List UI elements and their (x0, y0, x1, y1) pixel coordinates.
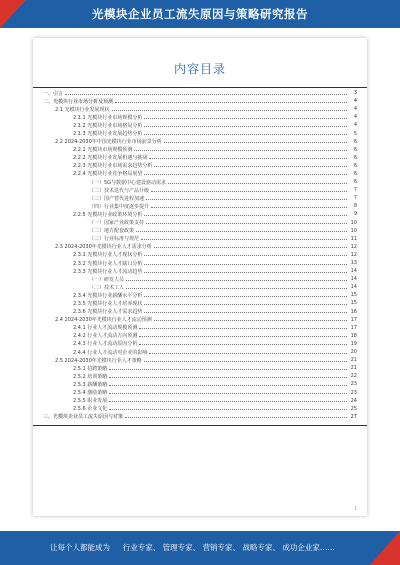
toc-entry-page: 6 (353, 170, 357, 177)
toc-leader-dots (149, 349, 347, 354)
toc-entry-page: 14 (350, 268, 357, 275)
toc-entry-label: 一、引言 (43, 90, 64, 97)
toc-entry-page: 18 (350, 332, 357, 339)
toc-leader-dots (144, 114, 347, 119)
toc-entry-label: 2.5.3 薪酬策略 (73, 381, 108, 388)
toc-entry[interactable] (43, 388, 357, 396)
toc-entry-label: 2.2.2 光模块行业发展机遇与挑战 (73, 155, 148, 162)
toc-leader-dots (139, 332, 347, 337)
toc-leader-dots (146, 195, 347, 200)
toc-entry-page: 3 (353, 90, 357, 97)
footer-item: 行业专家 (122, 543, 153, 552)
toc-entry[interactable] (43, 356, 357, 364)
toc-leader-dots (151, 203, 347, 208)
toc-entry-page: 6 (353, 162, 357, 169)
table-of-contents (43, 89, 357, 421)
toc-leader-dots (154, 243, 347, 248)
toc-leader-dots (154, 316, 347, 321)
toc-entry[interactable] (43, 267, 357, 275)
toc-entry-page: 5 (353, 130, 357, 137)
toc-entry[interactable] (43, 219, 357, 227)
toc-entry[interactable] (43, 405, 357, 413)
toc-leader-dots (144, 300, 347, 305)
toc-entry[interactable] (43, 227, 357, 235)
toc-entry[interactable] (43, 235, 357, 243)
toc-entry[interactable] (43, 186, 357, 194)
toc-entry-page: 6 (353, 179, 357, 186)
toc-entry[interactable] (43, 243, 357, 251)
toc-entry[interactable] (43, 413, 357, 421)
toc-entry[interactable] (43, 97, 357, 105)
toc-entry[interactable] (43, 210, 357, 218)
toc-leader-dots (146, 219, 347, 224)
toc-entry[interactable] (43, 283, 357, 291)
toc-leader-dots (126, 276, 347, 281)
toc-entry-label: 三、光模块企业员工流失原因与对策 (43, 414, 124, 421)
toc-entry-page: 23 (350, 389, 357, 396)
toc-entry[interactable] (43, 397, 357, 405)
toc-entry-label: 2.5.6 企业文化 (73, 406, 108, 413)
toc-entry[interactable] (43, 154, 357, 162)
toc-entry-page: 6 (353, 146, 357, 153)
toc-entry-page: 4 (353, 106, 357, 113)
toc-entry-page: 4 (353, 98, 357, 105)
toc-entry-page: 10 (350, 227, 357, 234)
toc-entry-page: 15 (350, 292, 357, 299)
toc-entry-label: 2.5.5 职业发展 (73, 398, 108, 405)
toc-entry[interactable] (43, 291, 357, 299)
toc-entry-page: 17 (350, 316, 357, 323)
toc-entry-label: 2.4.3 行业人才流动原因分析 (73, 341, 138, 348)
toc-leader-dots (144, 170, 347, 175)
toc-entry[interactable] (43, 308, 357, 316)
toc-entry-label: 2.2.5 光模块行业政策环境分析 (73, 211, 143, 218)
toc-leader-dots (144, 130, 347, 135)
toc-entry-label: 2.4.1 行业人才流动规模预测 (73, 325, 138, 332)
toc-entry-label: （二）地方配套政策 (89, 228, 135, 235)
toc-entry-label: （三）行业标准与规范 (89, 236, 140, 243)
toc-leader-dots (112, 106, 347, 111)
toc-leader-dots (136, 227, 347, 232)
toc-entry-label: 2.3.1 光模块行业人才现状分析 (73, 252, 143, 259)
toc-leader-dots (139, 340, 347, 345)
toc-entry-page: 22 (350, 373, 357, 380)
toc-entry-page: 15 (350, 300, 357, 307)
toc-entry-label: 2.3.6 光模块行业人才需求趋势 (73, 309, 143, 316)
toc-entry-label: 2.4 2024-2030年光模块行业人才流动预测 (55, 317, 152, 324)
toc-entry-label: 2.5.2 培训策略 (73, 373, 108, 380)
footer-accent-wedge (370, 531, 400, 565)
toc-entry-label: （一）国家产业政策支持 (89, 220, 145, 227)
toc-leader-dots (109, 389, 347, 394)
toc-entry-page: 11 (350, 235, 357, 242)
toc-leader-dots (164, 138, 347, 143)
toc-top-rule (33, 87, 367, 88)
toc-entry-page: 14 (350, 284, 357, 291)
footer-item: 营销专家 (202, 543, 233, 552)
toc-leader-dots (144, 268, 347, 273)
toc-entry[interactable] (43, 380, 357, 388)
toc-entry-label: （一）5G与数据中心建设驱动需求 (89, 179, 167, 186)
toc-entry-label: 2.5.1 招聘策略 (73, 365, 108, 372)
toc-leader-dots (109, 365, 347, 370)
toc-entry[interactable] (43, 316, 357, 324)
toc-entry-label: 2.1 光模块行业发展现状 (55, 106, 110, 113)
toc-leader-dots (144, 251, 347, 256)
footer-banner (0, 531, 400, 565)
toc-entry-label: （一）研发人员 (89, 276, 125, 283)
toc-entry-page: 8 (353, 203, 357, 210)
toc-entry-page: 12 (350, 251, 357, 258)
toc-entry[interactable] (43, 194, 357, 202)
toc-leader-dots (144, 357, 347, 362)
toc-entry-page: 6 (353, 138, 357, 145)
toc-entry-label: 2.4.2 行业人才流动方向预测 (73, 333, 138, 340)
toc-entry[interactable] (43, 275, 357, 283)
toc-leader-dots (144, 292, 347, 297)
toc-entry[interactable] (43, 89, 357, 97)
toc-leader-dots (126, 284, 347, 289)
toc-entry[interactable] (43, 178, 357, 186)
toc-leader-dots (109, 381, 347, 386)
toc-entry-page: 24 (350, 397, 357, 404)
toc-entry[interactable] (43, 259, 357, 267)
toc-entry-page: 20 (350, 349, 357, 356)
toc-leader-dots (141, 235, 347, 240)
toc-leader-dots (144, 260, 347, 265)
document-page (33, 38, 367, 516)
toc-entry-label: （二）技术迭代与产品升级 (89, 187, 150, 194)
toc-entry[interactable] (43, 162, 357, 170)
toc-entry-page: 7 (353, 195, 357, 202)
footer-item: 战略专家 (242, 543, 273, 552)
toc-entry[interactable] (43, 340, 357, 348)
toc-entry-page: 13 (350, 260, 357, 267)
header-banner (0, 0, 400, 28)
toc-leader-dots (144, 122, 347, 127)
toc-entry-label: 2.3.3 光模块行业人才流动趋势 (73, 268, 143, 275)
toc-leader-dots (65, 90, 347, 95)
toc-entry-page: 25 (350, 405, 357, 412)
toc-entry-label: 2.5.4 激励策略 (73, 390, 108, 397)
toc-leader-dots (109, 397, 347, 402)
toc-entry[interactable] (43, 129, 357, 137)
toc-entry[interactable] (43, 170, 357, 178)
toc-leader-dots (154, 162, 347, 167)
toc-entry-label: 2.2.1 光模块市场规模预测 (73, 147, 133, 154)
toc-entry[interactable] (43, 324, 357, 332)
toc-entry-label: 2.3 2024-2030年光模块行业人才需求分析 (55, 244, 152, 251)
toc-leader-dots (144, 211, 347, 216)
toc-entry-page: 6 (353, 154, 357, 161)
toc-entry-page: 14 (350, 276, 357, 283)
toc-entry-label: 2.3.2 光模块行业人才缺口分析 (73, 260, 143, 267)
report-title: 光模块企业员工流失原因与策略研究报告 (92, 7, 308, 21)
toc-entry-page: 9 (353, 211, 357, 218)
toc-leader-dots (109, 373, 347, 378)
toc-entry-page: 21 (350, 357, 357, 364)
toc-entry-page: 27 (350, 413, 357, 420)
footer-slogan: 让每个人都能成为 行业专家、 管理专家、 营销专家、 战略专家、 成功企业家…… (50, 543, 335, 552)
toc-entry-page: 4 (353, 122, 357, 129)
toc-entry[interactable] (43, 113, 357, 121)
toc-leader-dots (125, 413, 347, 418)
toc-leader-dots (134, 146, 347, 151)
toc-entry-label: 2.1.3 光模块行业发展趋势分析 (73, 131, 143, 138)
toc-entry[interactable] (43, 251, 357, 259)
toc-entry-label: 2.4.4 行业人才流动对企业的影响 (73, 349, 148, 356)
toc-leader-dots (151, 187, 347, 192)
footer-lead: 让每个人都能成为 (50, 543, 110, 552)
toc-entry[interactable] (43, 332, 357, 340)
toc-entry-label: 2.1.1 光模块行业市场规模分析 (73, 114, 143, 121)
toc-entry[interactable] (43, 364, 357, 372)
toc-entry-label: 二、光模块行业市场分析及预测 (43, 98, 114, 105)
toc-entry-label: 2.2 2024-2030年中国光模块行业市场前景分析 (55, 139, 162, 146)
toc-entry[interactable] (43, 121, 357, 129)
toc-leader-dots (168, 179, 347, 184)
toc-leader-dots (109, 405, 347, 410)
toc-entry-page: 12 (350, 243, 357, 250)
toc-entry-label: 2.5 2024-2030年光模块行业人才策略 (55, 357, 142, 364)
toc-leader-dots (115, 98, 347, 103)
toc-entry-label: 2.2.4 光模块行业竞争格局展望 (73, 171, 143, 178)
toc-leader-dots (149, 154, 347, 159)
footer-item: 管理专家 (162, 543, 193, 552)
toc-entry[interactable] (43, 348, 357, 356)
toc-entry-label: （三）国产替代进程加速 (89, 195, 145, 202)
toc-bottom-rule (33, 425, 367, 426)
toc-entry-page: 21 (350, 365, 357, 372)
toc-entry-label: 2.3.5 光模块行业人才培养现状 (73, 300, 143, 307)
toc-entry[interactable] (43, 105, 357, 113)
toc-entry-page: 4 (353, 114, 357, 121)
toc-entry-label: 2.3.4 光模块行业薪酬水平分析 (73, 292, 143, 299)
footer-item: 成功企业家…… (282, 543, 335, 552)
toc-entry-label: （四）行业集中度逐步提升 (89, 203, 150, 210)
toc-entry-page: 19 (350, 340, 357, 347)
toc-entry-page: 23 (350, 381, 357, 388)
toc-entry-label: （二）技术工人 (89, 284, 125, 291)
toc-entry[interactable] (43, 202, 357, 210)
toc-entry-page: 16 (350, 308, 357, 315)
toc-leader-dots (144, 308, 347, 313)
toc-entry-page: 7 (353, 187, 357, 194)
toc-entry[interactable] (43, 299, 357, 307)
toc-entry[interactable] (43, 146, 357, 154)
toc-entry[interactable] (43, 138, 357, 146)
toc-entry-page: 17 (350, 324, 357, 331)
toc-entry-page: 10 (350, 219, 357, 226)
toc-entry-label: 2.1.2 光模块行业市场格局分析 (73, 122, 143, 129)
toc-leader-dots (139, 324, 347, 329)
page-number: 1 (354, 506, 357, 511)
toc-entry-label: 2.2.3 光模块行业市场需求趋势分析 (73, 163, 153, 170)
toc-entry[interactable] (43, 372, 357, 380)
toc-heading: 内容目录 (173, 62, 226, 76)
